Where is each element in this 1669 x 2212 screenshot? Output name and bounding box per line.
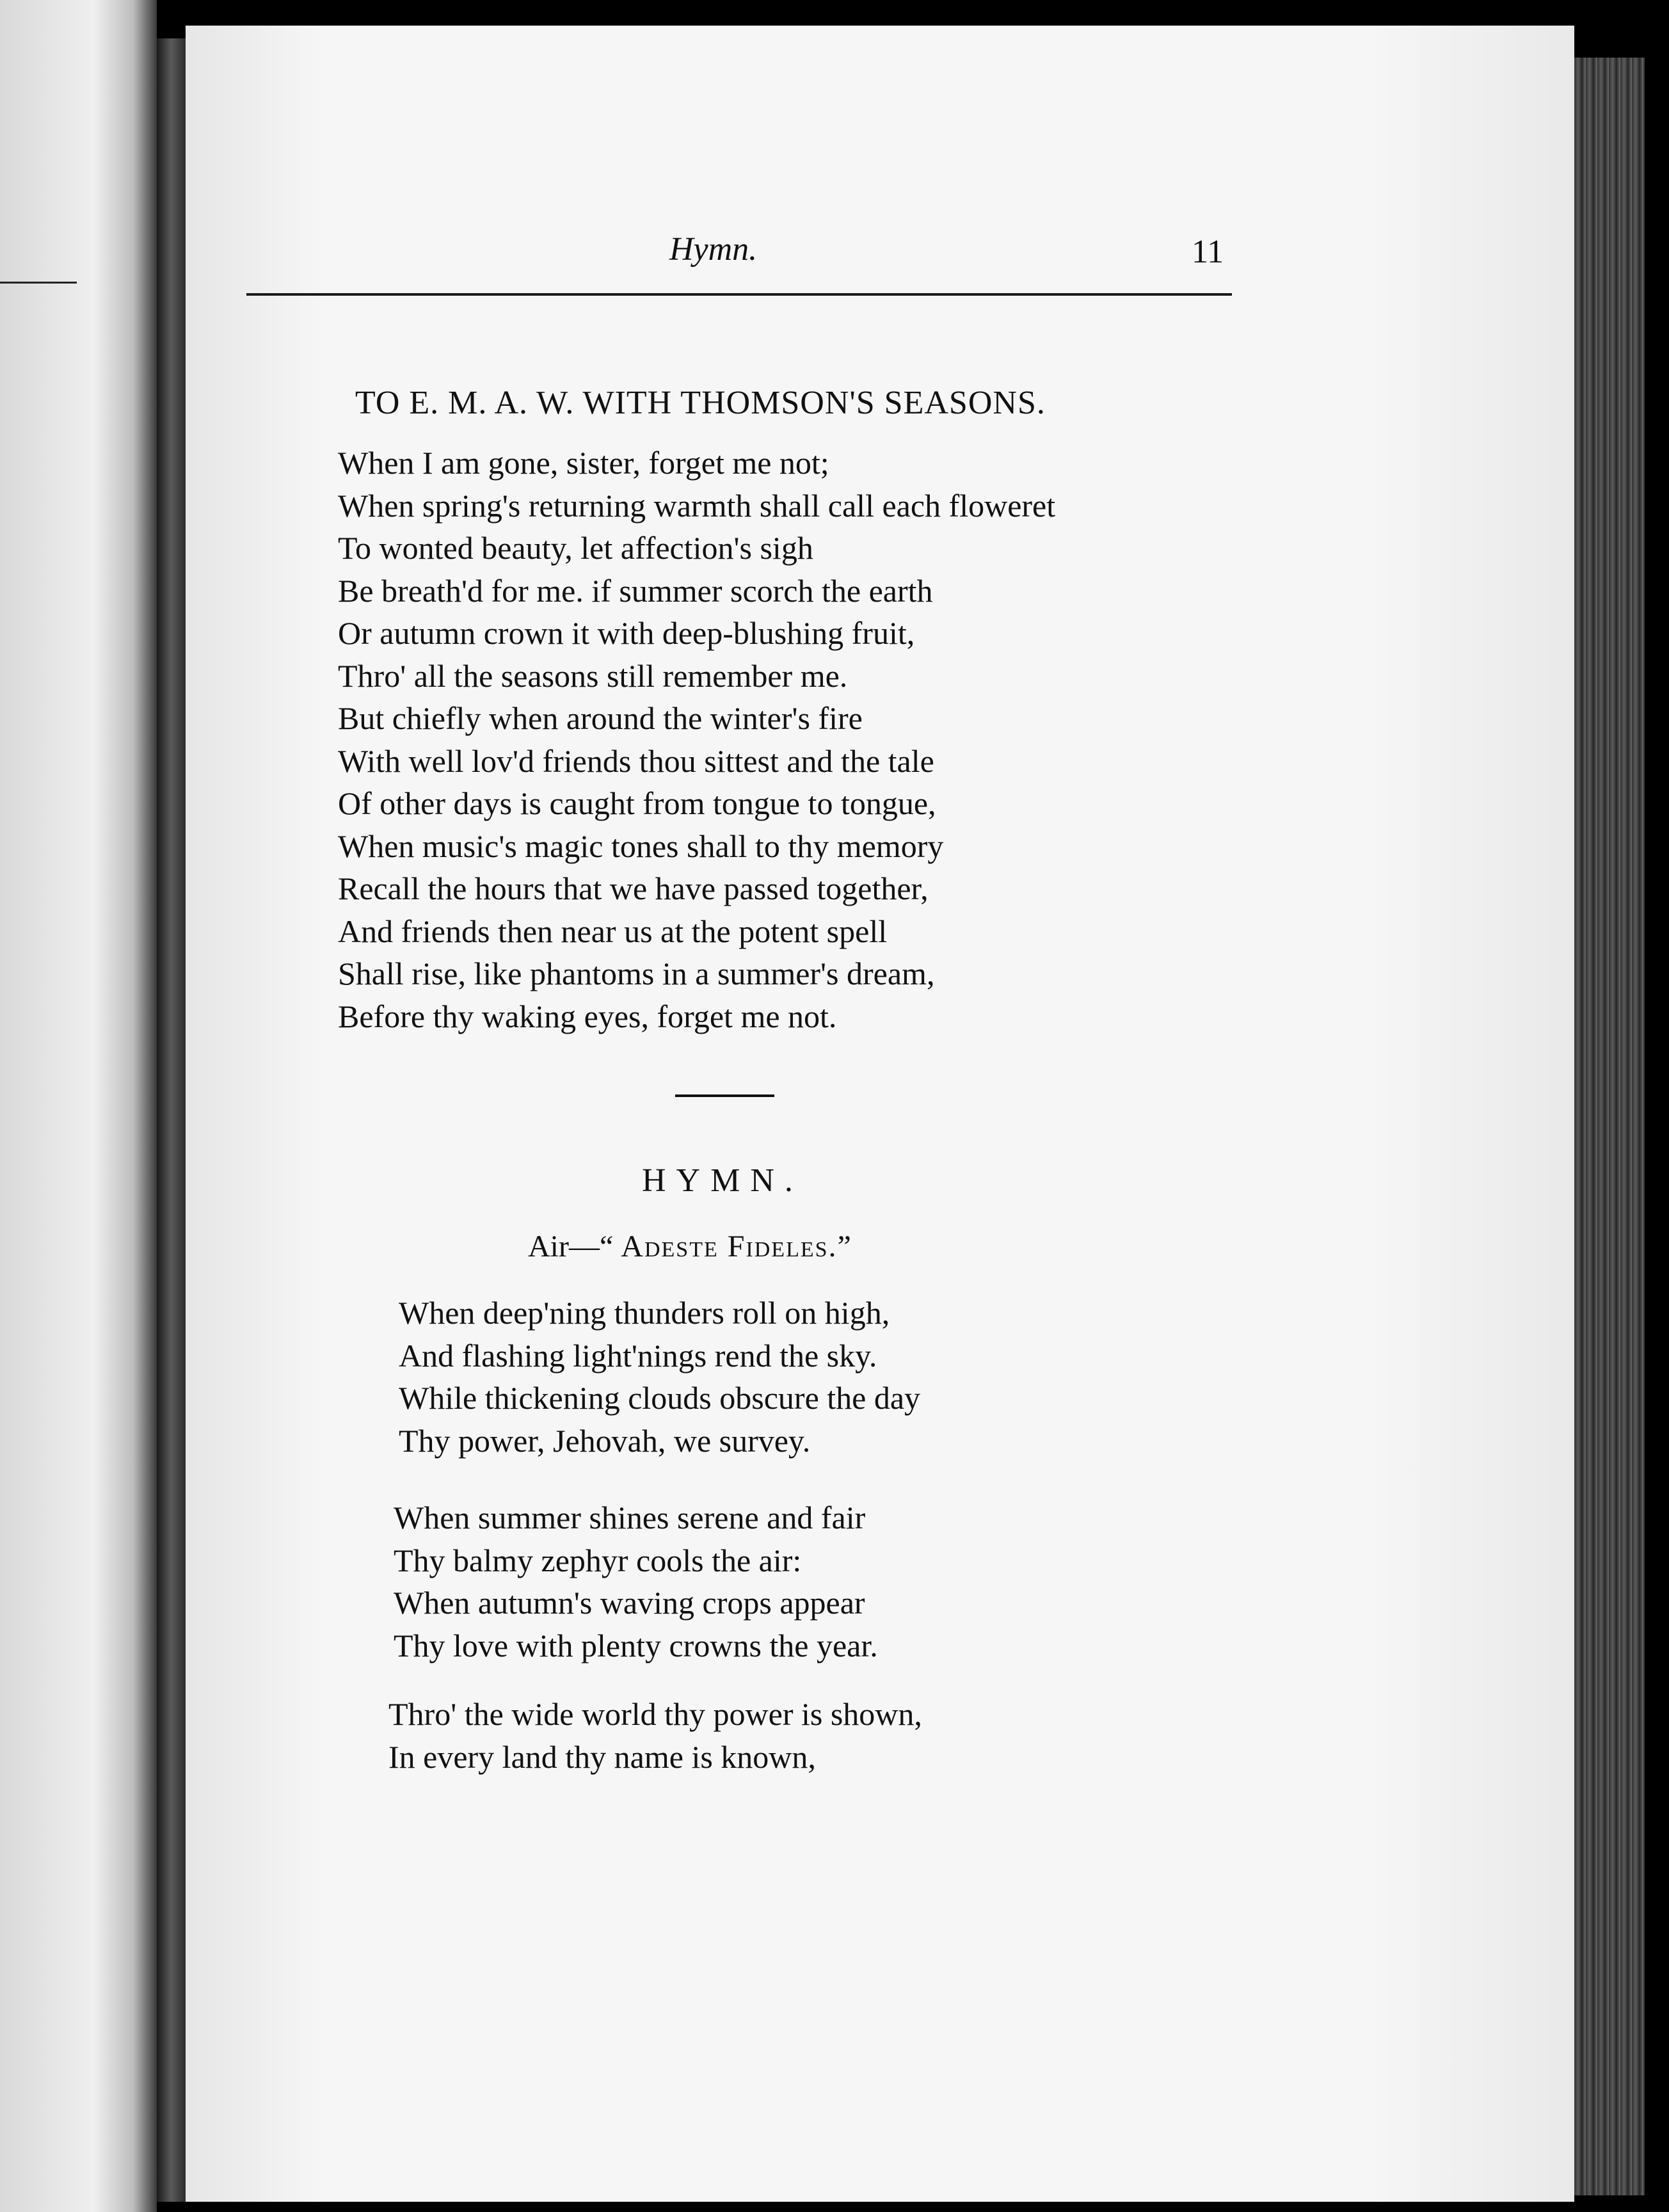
page-number: 11 (1192, 234, 1224, 270)
hymn-line: And flashing light'nings rend the sky. (399, 1337, 877, 1374)
hymn-stanza-2 (394, 1496, 878, 1667)
poem-line: When music's magic tones shall to thy memory (338, 828, 944, 864)
poem-body (338, 442, 1055, 1038)
facing-page-rule (0, 282, 77, 284)
hymn-line: While thickening clouds obscure the day (399, 1380, 921, 1416)
hymn-stanza-3 (388, 1693, 922, 1778)
hymn-line: When autumn's waving crops appear (394, 1585, 865, 1621)
hymn-line: When summer shines serene and fair (394, 1500, 866, 1535)
hymn-line: Thy power, Jehovah, we survey. (399, 1422, 811, 1459)
facing-page-edge (0, 0, 157, 2212)
poem-title: TO E. M. A. W. WITH THOMSON'S SEASONS. (355, 385, 1046, 421)
hymn-air-suffix: ” (837, 1230, 851, 1263)
poem-line: With well lov'd friends thou sittest and the tale (338, 742, 934, 779)
poem-line: When I am gone, sister, forget me not; (338, 445, 829, 481)
poem-line: And friends then near us at the potent spell (338, 913, 888, 949)
poem-line: Shall rise, like phantoms in a summer's dream, (338, 956, 935, 991)
hymn-air-line (528, 1229, 851, 1264)
hymn-air-prefix: Air—“ (528, 1230, 621, 1263)
book-gutter (157, 38, 186, 2202)
hymn-line: Thro' the wide world thy power is shown, (388, 1696, 922, 1732)
hymn-air-name: Adeste Fideles. (621, 1230, 838, 1263)
poem-line: Of other days is caught from tongue to tongue, (338, 785, 936, 821)
book-page (186, 26, 1574, 2202)
poem-line: Recall the hours that we have passed together, (338, 870, 929, 906)
poem-line: To wonted beauty, let affection's sigh (338, 530, 813, 566)
hymn-line: Thy love with plenty crowns the year. (394, 1627, 878, 1663)
poem-line: Be breath'd for me. if summer scorch the earth (338, 572, 933, 609)
hymn-line: Thy balmy zephyr cools the air: (394, 1542, 802, 1578)
hymn-stanza-1 (399, 1292, 920, 1462)
poem-line: But chiefly when around the winter's fire (338, 700, 863, 736)
header-rule (246, 293, 1232, 296)
hymn-title: HYMN. (642, 1162, 803, 1199)
hymn-line: In every land thy name is known, (388, 1738, 816, 1775)
running-head: Hymn. (669, 231, 758, 268)
poem-line: Thro' all the seasons still remember me. (338, 657, 848, 694)
poem-line: Before thy waking eyes, forget me not. (338, 998, 837, 1034)
hymn-line: When deep'ning thunders roll on high, (399, 1295, 890, 1331)
poem-line: When spring's returning warmth shall call each floweret (338, 487, 1056, 524)
page-edges (1574, 58, 1645, 2195)
section-divider (675, 1094, 774, 1097)
poem-line: Or autumn crown it with deep-blushing fruit, (338, 615, 915, 651)
